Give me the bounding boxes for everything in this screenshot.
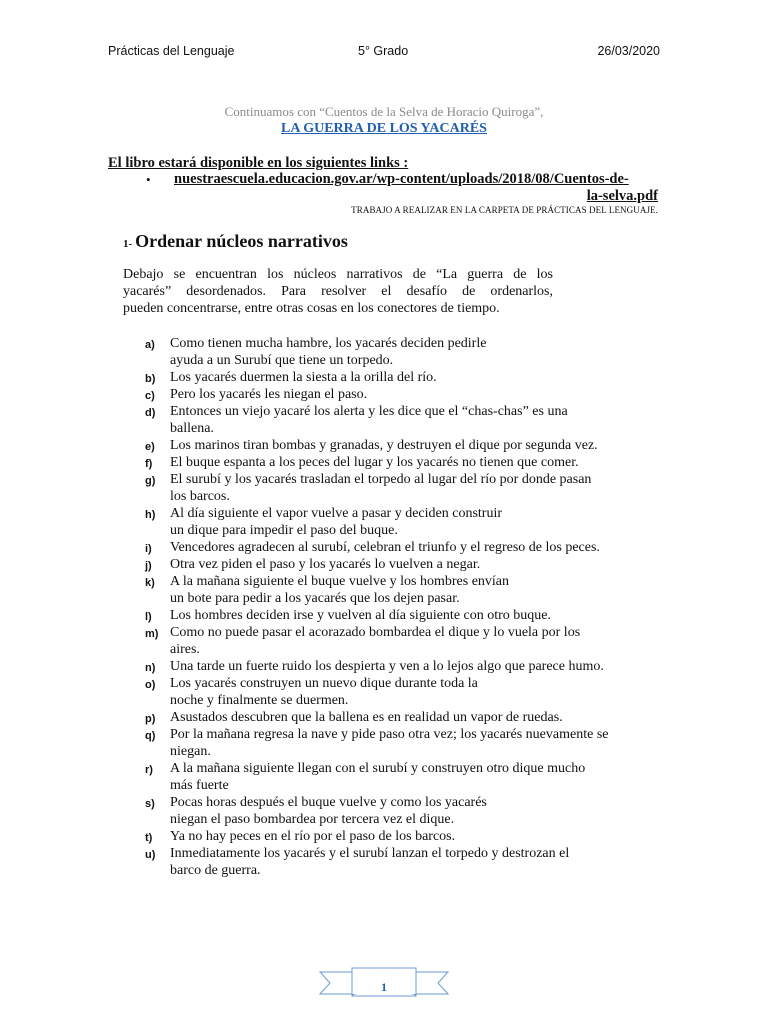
book-link-continuation[interactable]: la-selva.pdf (586, 188, 658, 204)
list-item-line: más fuerte (170, 778, 229, 793)
list-item-line: Pero los yacarés les niegan el paso. (170, 387, 368, 402)
list-item-letter: b) (145, 373, 156, 385)
list-item-line: Los yacarés construyen un nuevo dique durante toda la (170, 676, 478, 691)
list-item-line: A la mañana siguiente el buque vuelve y los hombres envían (170, 574, 510, 589)
list-item-line: Al día siguiente el vapor vuelve a pasar y deciden construir (170, 506, 502, 521)
list-item-letter: u) (145, 849, 156, 861)
list-item-letter: k) (145, 577, 155, 589)
list-item-text (170, 726, 642, 760)
header-subject: Prácticas del Lenguaje (108, 44, 235, 58)
section-title: Ordenar núcleos narrativos (135, 231, 348, 251)
list-item-letter: j) (145, 560, 152, 572)
list-item-letter: t) (145, 832, 153, 844)
header-date: 26/03/2020 (597, 44, 660, 58)
list-item-letter: o) (145, 679, 156, 691)
list-item-line: ballena. (170, 421, 214, 436)
list-item-line: Otra vez piden el paso y los yacarés lo vuelven a negar. (170, 557, 481, 572)
list-item-text (170, 794, 642, 828)
list-item-letter: l) (145, 611, 152, 623)
list-item-line: un dique para impedir el paso del buque. (170, 523, 398, 538)
page-header (108, 44, 660, 62)
list-item-letter: f) (145, 458, 153, 470)
list-item-text (170, 556, 642, 573)
list-item-line: Una tarde un fuerte ruido los despierta y ven a lo lejos algo que parece humo. (170, 659, 604, 674)
list-item-line: Como no puede pasar el acorazado bombardea el dique y lo vuela por los (170, 625, 581, 640)
list-item-line: Por la mañana regresa la nave y pide paso otra vez; los yacarés nuevamente se (170, 727, 609, 742)
list-item-line: Ya no hay peces en el río por el paso de los barcos. (170, 829, 456, 844)
list-item-text (170, 335, 642, 369)
list-item-line: un bote para pedir a los yacarés que los dejen pasar. (170, 591, 460, 606)
list-item-line: El surubí y los yacarés trasladan el torpedo al lugar del río por donde pasan (170, 472, 592, 487)
list-item-text (170, 828, 642, 845)
list-item-line: niegan el paso bombardea por tercera vez el dique. (170, 812, 455, 827)
list-item-text (170, 675, 642, 709)
list-item-text (170, 709, 642, 726)
list-item-letter: i) (145, 543, 152, 555)
list-item-text (170, 624, 642, 658)
list-item-text (170, 386, 642, 403)
list-item-letter: q) (145, 730, 156, 742)
bullet-icon: • (146, 172, 151, 187)
list-item-line: noche y finalmente se duermen. (170, 693, 349, 708)
list-item-text (170, 505, 642, 539)
intro-line: Debajo se encuentran los núcleos narrativos de “La guerra de los (123, 267, 553, 282)
work-instructions: TRABAJO A REALIZAR EN LA CARPETA DE PRÁCTICAS DEL LENGUAJE. (351, 205, 658, 215)
list-item-line: Pocas horas después el buque vuelve y como los yacarés (170, 795, 487, 810)
list-item-text (170, 607, 642, 624)
list-item-text (170, 454, 642, 471)
list-item-text (170, 471, 642, 505)
story-title: LA GUERRA DE LOS YACARÉS (281, 121, 487, 136)
list-item-line: Como tienen mucha hambre, los yacarés deciden pedirle (170, 336, 487, 351)
list-item-letter: s) (145, 798, 155, 810)
list-item-line: Los hombres deciden irse y vuelven al día siguiente con otro buque. (170, 608, 552, 623)
list-item-text (170, 760, 642, 794)
list-item-letter: c) (145, 390, 155, 402)
list-item-letter: d) (145, 407, 156, 419)
list-item-letter: p) (145, 713, 156, 725)
list-item-line: niegan. (170, 744, 211, 759)
header-grade: 5° Grado (358, 44, 409, 58)
book-availability-note: El libro estará disponible en los siguientes links : (108, 155, 409, 171)
list-item-text (170, 539, 642, 556)
list-item-line: Inmediatamente los yacarés y el surubí lanzan el torpedo y destrozan el (170, 846, 570, 861)
list-item-line: Asustados descubren que la ballena es en realidad un vapor de ruedas. (170, 710, 563, 725)
list-item-line: ayuda a un Surubí que tiene un torpedo. (170, 353, 394, 368)
list-item-letter: e) (145, 441, 155, 453)
intro-line: pueden concentrarse, entre otras cosas en los conectores de tiempo. (123, 301, 500, 316)
list-item-line: Los yacarés duermen la siesta a la orilla del río. (170, 370, 437, 385)
list-item-line: aires. (170, 642, 200, 657)
list-item-text (170, 437, 642, 454)
list-item-letter: g) (145, 475, 156, 487)
continuation-line (0, 104, 768, 120)
continuation-text: Continuamos con “Cuentos de la Selva de Horacio Quiroga”, (224, 104, 544, 119)
list-item-line: Los marinos tiran bombas y granadas, y destruyen el dique por segunda vez. (170, 438, 598, 453)
list-item-line: Entonces un viejo yacaré los alerta y les dice que el “chas-chas” es una (170, 404, 568, 419)
list-item-line: Vencedores agradecen al surubí, celebran el triunfo y el regreso de los peces. (170, 540, 600, 555)
list-item-line: los barcos. (170, 489, 230, 504)
list-item-letter: a) (145, 339, 155, 351)
list-item-text (170, 845, 642, 879)
list-item-letter: h) (145, 509, 156, 521)
intro-paragraph (123, 266, 553, 317)
page-number: 1 (381, 980, 387, 994)
list-item-line: El buque espanta a los peces del lugar y los yacarés no tienen que comer. (170, 455, 579, 470)
section-heading (123, 231, 348, 252)
list-item-line: A la mañana siguiente llegan con el surubí y construyen otro dique mucho (170, 761, 586, 776)
intro-line: yacarés” desordenados. Para resolver el desafío de ordenarlos, (123, 284, 553, 299)
list-item-letter: n) (145, 662, 156, 674)
list-item-letter: m) (145, 628, 159, 640)
list-item-text (170, 403, 642, 437)
list-item-letter: r) (145, 764, 153, 776)
section-number: 1- (123, 238, 133, 250)
list-item-text (170, 573, 642, 607)
list-item-text (170, 369, 642, 386)
list-item-text (170, 658, 642, 675)
list-item-line: barco de guerra. (170, 863, 261, 878)
book-link[interactable]: nuestraescuela.educacion.gov.ar/wp-content/uploads/2018/08/Cuentos-de- (174, 171, 629, 187)
